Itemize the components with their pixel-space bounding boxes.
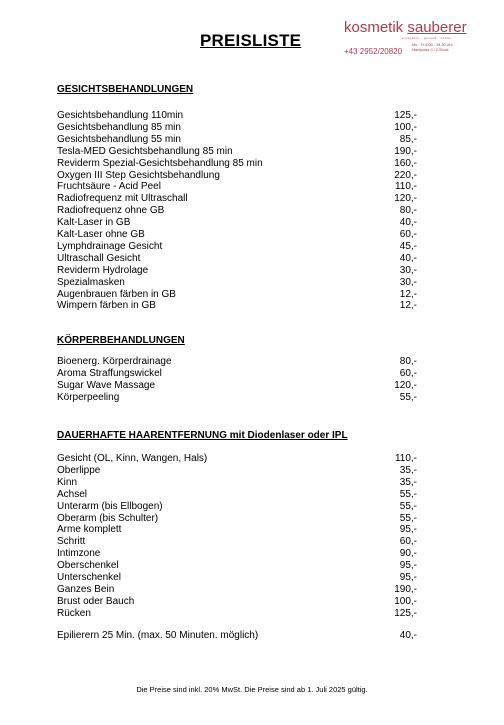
treatment-price: 12,- bbox=[399, 288, 417, 300]
price-row bbox=[57, 356, 417, 368]
price-row bbox=[57, 277, 417, 289]
logo-address-block bbox=[412, 43, 453, 53]
treatment-name: Sugar Wave Massage bbox=[57, 379, 156, 391]
treatment-price: 95,- bbox=[399, 524, 417, 536]
treatment-price: 60,- bbox=[399, 536, 417, 548]
treatment-name: Tesla-MED Gesichtsbehandlung 85 min bbox=[57, 145, 233, 157]
logo-tagline: entspannt · gesund · schön bbox=[402, 36, 452, 40]
price-row bbox=[57, 289, 417, 301]
price-row bbox=[57, 146, 417, 158]
treatment-name: Oberarm (bis Schulter) bbox=[57, 512, 159, 524]
treatment-price: 35,- bbox=[399, 464, 417, 476]
treatment-price: 110,- bbox=[394, 181, 417, 193]
treatment-price: 55,- bbox=[399, 500, 417, 512]
treatment-price: 110,- bbox=[394, 453, 417, 464]
treatment-name: Augenbrauen färben in GB bbox=[57, 288, 176, 300]
treatment-price: 40,- bbox=[399, 630, 417, 641]
treatment-name: Kalt-Laser in GB bbox=[57, 217, 131, 229]
treatment-price: 95,- bbox=[399, 560, 417, 572]
treatment-price: 95,- bbox=[399, 572, 417, 583]
treatment-name: Fruchtsäure - Acid Peel bbox=[57, 181, 161, 193]
price-row bbox=[57, 217, 417, 229]
price-row bbox=[57, 453, 417, 465]
treatment-price: 120,- bbox=[394, 379, 417, 391]
price-row bbox=[57, 265, 417, 277]
treatment-price: 125,- bbox=[394, 110, 417, 121]
treatment-price: 60,- bbox=[399, 229, 417, 240]
price-row bbox=[57, 489, 417, 501]
price-row bbox=[57, 229, 417, 241]
treatment-price: 60,- bbox=[399, 367, 417, 379]
price-row bbox=[57, 181, 417, 193]
price-row bbox=[57, 205, 417, 217]
treatment-price: 55,- bbox=[399, 488, 417, 500]
treatment-price: 220,- bbox=[394, 169, 417, 181]
section-heading: KÖRPERBEHANDLUNGEN bbox=[57, 335, 185, 346]
treatment-name: Gesichtsbehandlung 85 min bbox=[57, 121, 181, 133]
treatment-name: Radiofrequenz ohne GB bbox=[57, 205, 165, 217]
price-row bbox=[57, 513, 417, 525]
treatment-name: Kalt-Laser ohne GB bbox=[57, 229, 145, 240]
logo-brand-part1: kosmetik bbox=[344, 19, 404, 36]
price-row bbox=[57, 572, 417, 584]
treatment-price: 85,- bbox=[399, 133, 417, 145]
treatment-price: 160,- bbox=[394, 157, 417, 169]
treatment-name: Unterarm (bis Ellbogen) bbox=[57, 500, 163, 512]
treatment-name: Brust oder Bauch bbox=[57, 595, 135, 607]
price-row bbox=[57, 158, 417, 170]
treatment-price: 125,- bbox=[394, 607, 417, 619]
price-row bbox=[57, 193, 417, 205]
logo-hours: Mo - Fr 8.00 - 18.30 Uhr bbox=[412, 43, 453, 47]
treatment-name: Epilierern 25 Min. (max. 50 Minuten. möglich) bbox=[57, 630, 259, 641]
logo-phone: +43 2952/20820 bbox=[344, 47, 403, 56]
treatment-price: 30,- bbox=[399, 276, 417, 288]
treatment-name: Intimzone bbox=[57, 548, 101, 560]
treatment-name: Körperpeeling bbox=[57, 391, 120, 403]
treatment-price: 35,- bbox=[399, 476, 417, 488]
treatment-name: Gesichtsbehandlung 110min bbox=[57, 110, 184, 121]
treatment-name: Lymphdrainage Gesicht bbox=[57, 240, 163, 252]
price-row bbox=[57, 122, 417, 134]
treatment-price: 80,- bbox=[399, 356, 417, 367]
treatment-name: Arme komplett bbox=[57, 524, 122, 536]
treatment-price: 120,- bbox=[394, 193, 417, 205]
logo-brand bbox=[344, 20, 494, 36]
price-row bbox=[57, 477, 417, 489]
treatment-price: 40,- bbox=[399, 252, 417, 264]
price-row bbox=[57, 524, 417, 536]
treatment-price: 55,- bbox=[399, 391, 417, 403]
price-row bbox=[57, 596, 417, 608]
treatment-name: Reviderm Spezial-Gesichtsbehandlung 85 min bbox=[57, 157, 263, 169]
price-row bbox=[57, 380, 417, 392]
treatment-name: Oxygen III Step Gesichtsbehandlung bbox=[57, 169, 220, 181]
price-row bbox=[57, 134, 417, 146]
price-row bbox=[57, 584, 417, 596]
treatment-name: Gesichtsbehandlung 55 min bbox=[57, 133, 181, 145]
treatment-price: 90,- bbox=[399, 548, 417, 560]
treatment-name: Kinn bbox=[57, 476, 78, 488]
treatment-price: 30,- bbox=[399, 264, 417, 276]
price-row bbox=[57, 465, 417, 477]
treatment-price: 100,- bbox=[394, 121, 417, 133]
section-heading: DAUERHAFTE HAARENTFERNUNG mit Diodenlaser oder IPL bbox=[57, 430, 348, 441]
treatment-name: Gesicht (OL, Kinn, Wangen, Hals) bbox=[57, 453, 208, 464]
treatment-price: 40,- bbox=[399, 217, 417, 229]
price-row bbox=[57, 110, 417, 122]
footer-note: Die Preise sind inkl. 20% MwSt. Die Preise sind ab 1. Juli 2025 gültig. bbox=[136, 685, 368, 694]
price-row bbox=[57, 253, 417, 265]
treatment-name: Schritt bbox=[57, 536, 86, 548]
treatment-price: 55,- bbox=[399, 512, 417, 524]
treatment-price: 190,- bbox=[394, 583, 417, 595]
price-row bbox=[57, 548, 417, 560]
treatment-name: Wimpern färben in GB bbox=[57, 300, 156, 312]
treatment-name: Spezialmasken bbox=[57, 276, 125, 288]
treatment-price: 45,- bbox=[399, 240, 417, 252]
section-heading: GESICHTSBEHANDLUNGEN bbox=[57, 84, 194, 95]
logo-brand-part2: sauberer bbox=[407, 19, 467, 36]
price-row bbox=[57, 300, 417, 312]
treatment-name: Bioenerg. Körperdrainage bbox=[57, 356, 172, 367]
treatment-name: Ultraschall Gesicht bbox=[57, 252, 141, 264]
price-row bbox=[57, 608, 417, 620]
logo-address: Marktplatz 4 / 2.Stock bbox=[412, 48, 449, 52]
treatment-price: 100,- bbox=[394, 595, 417, 607]
treatment-name: Achsel bbox=[57, 488, 88, 500]
treatment-name: Aroma Straffungswickel bbox=[57, 367, 162, 379]
treatment-price: 12,- bbox=[399, 300, 417, 312]
treatment-price: 190,- bbox=[394, 145, 417, 157]
treatment-name: Reviderm Hydrolage bbox=[57, 264, 149, 276]
price-row-extra bbox=[57, 630, 417, 642]
treatment-name: Radiofrequenz mit Ultraschall bbox=[57, 193, 188, 205]
price-row bbox=[57, 241, 417, 253]
price-row bbox=[57, 368, 417, 380]
brand-logo bbox=[344, 20, 494, 62]
price-row bbox=[57, 392, 417, 404]
price-row bbox=[57, 170, 417, 182]
treatment-name: Unterschenkel bbox=[57, 572, 121, 583]
treatment-name: Rücken bbox=[57, 607, 91, 619]
treatment-name: Oberschenkel bbox=[57, 560, 119, 572]
price-row bbox=[57, 560, 417, 572]
treatment-price: 80,- bbox=[399, 205, 417, 217]
price-row bbox=[57, 536, 417, 548]
page-title: PREISLISTE bbox=[200, 31, 302, 50]
treatment-name: Ganzes Bein bbox=[57, 583, 115, 595]
price-row bbox=[57, 501, 417, 513]
treatment-name: Oberlippe bbox=[57, 464, 101, 476]
